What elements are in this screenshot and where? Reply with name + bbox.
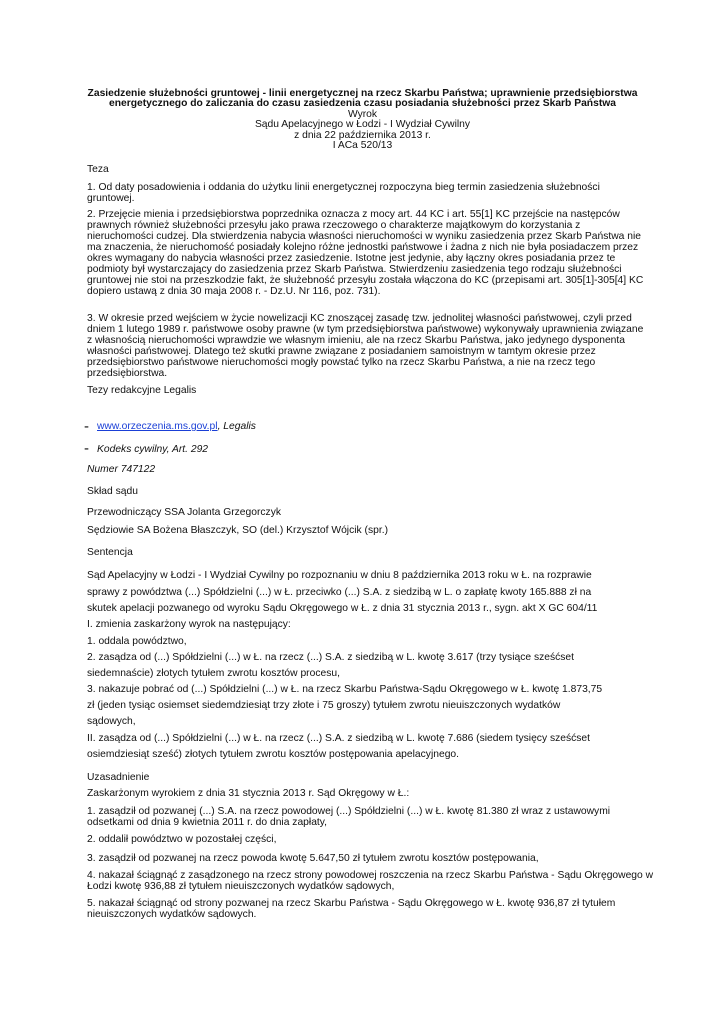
uzasadnienie-item-4: 4. nakazał ściągnąć z zasądzonego na rzecz strony powodowej roszczenia na rzecz Skarbu Państwa - Sądu Okręgowego w Łodzi kwotę 936,88 zł tytułem nieuiszczonych wydatków sądowych, — [87, 870, 654, 892]
kodeks-reference[interactable]: Kodeks cywilny, Art. 292 — [97, 444, 209, 455]
sentencja-line: I. zmienia zaskarżony wyrok na następujący: — [87, 619, 291, 630]
uzasadnienie-label: Uzasadnienie — [87, 772, 150, 783]
sentencja-line: sądowych, — [87, 716, 136, 727]
sentencja-line: zł (jeden tysiąc osiemset siedemdziesiąt trzy złote i 75 groszy) tytułem zwrotu nieuiszczonych wydatków — [87, 700, 561, 711]
uzasadnienie-item-2: 2. oddalił powództwo w pozostałej części, — [87, 834, 277, 845]
sentencja-line: siedemnaście) złotych tytułem zwrotu kosztów procesu, — [87, 668, 340, 679]
sklad-label: Skład sądu — [87, 486, 138, 497]
sentencja-line: 1. oddala powództwo, — [87, 636, 187, 647]
uzasadnienie-item-1: 1. zasądził od pozwanej (...) S.A. na rzecz powodowej (...) Spółdzielni (...) w Ł. kwotę 81.380 zł wraz z ustawowymi odsetkami od dnia 9 kwietnia 2011 r. do dnia zapłaty, — [87, 806, 611, 828]
bullet-dash: - — [84, 440, 89, 457]
link-suffix: , Legalis — [217, 421, 256, 432]
document-header — [60, 89, 665, 151]
uzasadnienie-intro: Zaskarżonym wyrokiem z dnia 31 stycznia 2013 r. Sąd Okręgowy w Ł.: — [87, 788, 410, 799]
title-line-1: Zasiedzenie służebności gruntowej - linii energetycznej na rzecz Skarbu Państwa; uprawnienie przedsiębiorstwa — [87, 88, 638, 99]
sentencja-label: Sentencja — [87, 547, 133, 558]
sentencja-line: osiemdziesiąt sześć) złotych tytułem zwrotu kosztów postępowania apelacyjnego. — [87, 749, 460, 760]
sentencja-line: skutek apelacji pozwanego od wyroku Sądu Okręgowego w Ł. z dnia 31 stycznia 2013 r., sygn. akt X GC 604/11 — [87, 603, 598, 614]
sklad-judges: Sędziowie SA Bożena Błaszczyk, SO (del.) Krzysztof Wójcik (spr.) — [87, 525, 388, 536]
teza-paragraph-3: 3. W okresie przed wejściem w życie nowelizacji KC znoszącej zasadę tzw. jednolitej własności państwowej, czyli przed dniem 1 lutego 1989 r. państwowe osoby prawne (w tym przedsiębiorstwa państwowe) wykonywały uprawnienia związane z własnością nieruchomości wprawdzie we własnym imieniu, ale na rzecz Skarbu Państwa, jako jedynego dysponenta własności państwowej. Dlatego też skutki prawne związane z posiadaniem samoistnym w tamtym okresie przez przedsiębiorstwo państwowe nieruchomości mogły powstać tylko na rzecz Skarbu Państwa, a nie na rzecz tego przedsiębiorstwa. — [87, 313, 644, 379]
uzasadnienie-item-5: 5. nakazał ściągnąć od strony pozwanej na rzecz Skarbu Państwa - Sądu Okręgowego w Ł. kwotę 936,87 zł tytułem nieuiszczonych wydatków sądowych. — [87, 898, 616, 920]
case-number: I ACa 520/13 — [332, 140, 393, 152]
sentencja-line: 2. zasądza od (...) Spółdzielni (...) w Ł. na rzecz (...) S.A. z siedzibą w L. kwotę 3.617 (trzy tysiące sześćset — [87, 652, 575, 663]
sentencja-line: Sąd Apelacyjny w Łodzi - I Wydział Cywilny po rozpoznaniu w dniu 8 października 2013 roku w Ł. na rozprawie — [87, 570, 592, 581]
sentencja-line: II. zasądza od (...) Spółdzielni (...) w Ł. na rzecz (...) S.A. z siedzibą w L. kwotę 7.686 (siedem tysięcy sześćset — [87, 733, 591, 744]
sklad-chair: Przewodniczący SSA Jolanta Grzegorczyk — [87, 507, 282, 518]
doc-type: Wyrok — [347, 108, 378, 120]
orzeczenia-link[interactable]: www.orzeczenia.ms.gov.pl — [97, 421, 218, 432]
source-link-line — [97, 421, 256, 432]
bullet-dash: - — [84, 418, 89, 435]
teza-paragraph-2: 2. Przejęcie mienia i przedsiębiorstwa poprzednika oznacza z mocy art. 44 KC i art. 55[1] KC przejście na następców prawnych również służebności przesyłu jako prawa rzeczowego o charakterze majątkowym do korzystania z nieruchomości cudzej. Dla stwierdzenia nabycia własności nieruchomości w wyniku zasiedzenia przez Skarb Państwa nie ma znaczenia, że nieruchomość posiadały kolejno różne jednostki państwowe i żadna z nich nie była posiadaczem przez okres wymagany do nabycia własności przez zasiedzenie. Istotne jest jedynie, aby łączny okres posiadania przez te podmioty był wystarczający do zasiedzenia przez Skarb Państwa. Stwierdzeniu zasiedzenia tego rodzaju służebności gruntowej nie stoi na przeszkodzie fakt, że służebność przesyłu została włączona do KC (przepisami art. 305[1]-305[4] KC dopiero ustawą z dnia 30 maja 2008 r. - Dz.U. Nr 116, poz. 731). — [87, 209, 644, 297]
uzasadnienie-item-3: 3. zasądził od pozwanej na rzecz powoda kwotę 5.647,50 zł tytułem zwrotu kosztów postępowania, — [87, 853, 539, 864]
document-number: Numer 747122 — [87, 464, 156, 475]
teza-source: Tezy redakcyjne Legalis — [87, 385, 197, 396]
teza-label: Teza — [87, 164, 109, 175]
title-line-2: energetycznego do zaliczania do czasu zasiedzenia czasu posiadania służebności przez Skarb Państwa — [108, 98, 616, 110]
court-name: Sądu Apelacyjnego w Łodzi - I Wydział Cywilny — [254, 119, 471, 131]
judgment-date: z dnia 22 października 2013 r. — [294, 129, 431, 141]
teza-paragraph-1: 1. Od daty posadowienia i oddania do użytku linii energetycznej rozpoczyna bieg termin zasiedzenia służebności gruntowej. — [87, 182, 600, 204]
sentencja-line: sprawy z powództwa (...) Spółdzielni (...) w Ł. przeciwko (...) S.A. z siedzibą w L. o zapłatę kwoty 165.888 zł na — [87, 587, 592, 598]
sentencja-line: 3. nakazuje pobrać od (...) Spółdzielni (...) w Ł. na rzecz Skarbu Państwa-Sądu Okręgowego w Ł. kwotę 1.873,75 — [87, 684, 603, 695]
